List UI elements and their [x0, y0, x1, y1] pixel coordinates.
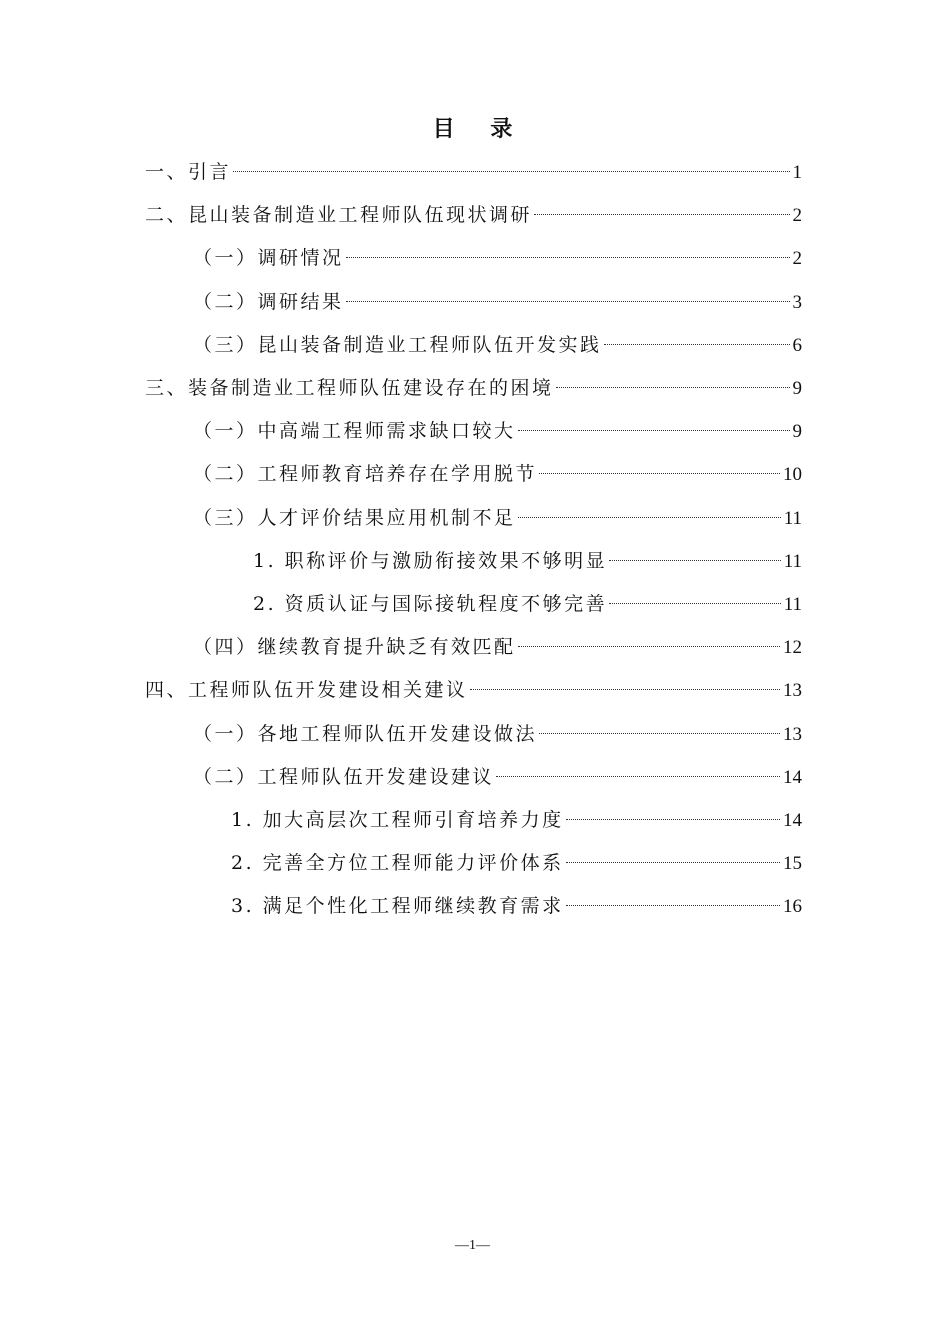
dot-leader — [534, 214, 789, 215]
toc-entry[interactable] — [231, 799, 802, 842]
toc-entry-page: 9 — [792, 378, 802, 399]
toc-entry[interactable] — [193, 713, 802, 756]
toc-entry-label: 四、工程师队伍开发建设相关建议 — [145, 679, 468, 701]
toc-entry-label: 1. 职称评价与激励衔接效果不够明显 — [253, 550, 608, 572]
toc-entry-label: 1. 加大高层次工程师引育培养力度 — [231, 809, 564, 831]
toc-entry[interactable] — [253, 583, 802, 626]
toc-entry-label: （二）调研结果 — [193, 291, 344, 313]
dot-leader — [566, 819, 780, 820]
toc-entry[interactable] — [145, 151, 802, 194]
toc-entry-page: 6 — [792, 335, 802, 356]
toc-entry-page: 11 — [783, 551, 802, 572]
toc-entry-label: 3. 满足个性化工程师继续教育需求 — [231, 895, 564, 917]
toc-entry-label: （二）工程师队伍开发建设建议 — [193, 766, 495, 788]
toc-entry[interactable] — [193, 626, 802, 669]
toc-entry[interactable] — [193, 410, 802, 453]
toc-entry[interactable] — [193, 281, 802, 324]
dot-leader — [566, 905, 780, 906]
dot-leader — [518, 430, 790, 431]
toc-entry-page: 11 — [783, 594, 802, 615]
dot-leader — [518, 517, 781, 518]
toc-entry[interactable] — [145, 669, 802, 712]
toc-entry[interactable] — [231, 885, 802, 928]
toc-entry-label: 2. 资质认证与国际接轨程度不够完善 — [253, 593, 608, 615]
toc-entry[interactable] — [193, 237, 802, 280]
toc-title: 目 录 — [432, 117, 527, 142]
toc-entry-page: 2 — [792, 205, 802, 226]
toc-entry-page: 16 — [783, 896, 802, 917]
toc-entry-page: 9 — [792, 421, 802, 442]
dot-leader — [609, 603, 781, 604]
toc-entry-page: 14 — [783, 767, 802, 788]
toc-entry-label: 一、引言 — [145, 161, 232, 183]
toc-entry-label: （四）继续教育提升缺乏有效匹配 — [193, 636, 516, 658]
toc-entry[interactable] — [145, 194, 802, 237]
toc-entry-label: 2. 完善全方位工程师能力评价体系 — [231, 852, 564, 874]
toc-entry-page: 12 — [783, 637, 802, 658]
toc-entry-label: （二）工程师教育培养存在学用脱节 — [193, 463, 538, 485]
dot-leader — [518, 646, 780, 647]
toc-entry[interactable] — [193, 453, 802, 496]
dot-leader — [566, 862, 780, 863]
dot-leader — [496, 776, 780, 777]
toc-entry[interactable] — [193, 324, 802, 367]
toc-entry-label: （三）人才评价结果应用机制不足 — [193, 507, 516, 529]
dot-leader — [346, 257, 790, 258]
dot-leader — [539, 473, 780, 474]
toc-entry-page: 10 — [783, 464, 802, 485]
toc-entry[interactable] — [193, 756, 802, 799]
toc-entry-label: （三）昆山装备制造业工程师队伍开发实践 — [193, 334, 602, 356]
toc-entry-label: 二、昆山装备制造业工程师队伍现状调研 — [145, 204, 533, 226]
toc-entry-page: 13 — [783, 680, 802, 701]
toc-entry[interactable] — [253, 540, 802, 583]
dot-leader — [539, 733, 780, 734]
page-number-footer: —1— — [455, 1238, 490, 1253]
toc-entry-label: （一）调研情况 — [193, 247, 344, 269]
toc-entry-page: 1 — [792, 162, 802, 183]
toc-entry-label: （一）中高端工程师需求缺口较大 — [193, 420, 516, 442]
toc-entry-page: 15 — [783, 853, 802, 874]
dot-leader — [604, 344, 790, 345]
toc-entry-page: 11 — [783, 508, 802, 529]
dot-leader — [233, 171, 789, 172]
toc-entry[interactable] — [145, 367, 802, 410]
toc-entry-page: 13 — [783, 724, 802, 745]
toc-entry-page: 2 — [792, 248, 802, 269]
toc-entry-label: （一）各地工程师队伍开发建设做法 — [193, 723, 538, 745]
toc-entry-label: 三、装备制造业工程师队伍建设存在的困境 — [145, 377, 554, 399]
toc-entry-page: 14 — [783, 810, 802, 831]
toc-entry[interactable] — [231, 842, 802, 885]
dot-leader — [556, 387, 790, 388]
dot-leader — [470, 689, 780, 690]
toc-entry[interactable] — [193, 497, 802, 540]
dot-leader — [346, 301, 790, 302]
toc-entry-page: 3 — [792, 292, 802, 313]
dot-leader — [609, 560, 781, 561]
